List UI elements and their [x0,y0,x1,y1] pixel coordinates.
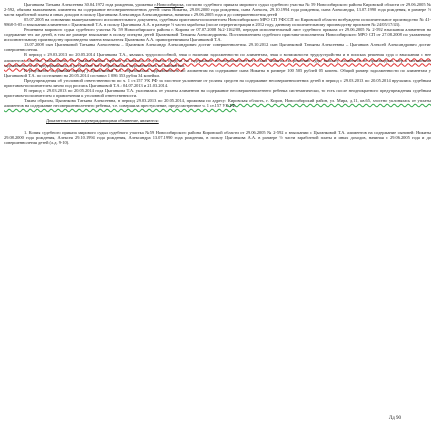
paragraph-text: В период с 29.03.2013 по 20.05.2014 Цыганкова Т.А., являясь трудоспособной, зная о наличии задолженности по алиментам, зная о возможности трудоустройства и в поисках решения суда о взыскании с нее алиментов, злостно, умышленно, без уважительных причин уклонялась от уплаты средств на содержание несовершеннолетнего сына Никиты по решению суда, выплату алиментов не производила, мер к погашению задолженности не предпринимала, в результате чего образовалась задолженность по алиментам. [4,52,431,68]
paragraph-p2 [4,17,431,27]
paragraph-text: В период с 29.03.2013 по 20.05.2014 года Цыганкова Т.А. уклонилась от уплаты алиментов на содержание несовершеннолетнего ребенка систематически, то есть после неоднократного предупреждения судебным приставом-исполнителем о привлечении к уголовной ответственности. [4,87,431,98]
evidence-list [4,130,431,145]
paragraph-text: Решением мирового судьи судебного участка № 59 Новосибирского района г. Кирова от 07.07.2008 №2-1162/08, передан исполнительный лист судебного приказа от 29.06.2005 № 2-592 взыскания алиментов на содержание тех же детей, в том же размере взыскание в пользу опекуна детей Цыганковой Татьяны Александровны. Постановлением судебного пристава-исполнителя Новосибирского МРО СП от 27.08.2008 по указанному исполнительному производству произведена замена взыскателя Цыганкова А.А. правопреемником Цыганковой Т.А. [4,27,431,43]
paragraph-text: г.Новосибирска [154,2,184,7]
paragraph-text: Цыганкова Татьяна Алексеевна 30.04.1972 года рождения, уроженка [24,2,155,7]
paragraph-p9 [4,98,431,108]
paragraph-text: Кировская область, г. Киров, Новосибирский район, ул. Мира, д.11, кв.65, злостно уклонялась от уплаты алиментов на содержание несовершеннолетнего ребенка, т.е. совершила преступление, предусмотренное ч. 1 ст.157 УК РФ. [4,97,431,108]
sheet-number: Лд 90 [388,416,401,421]
paragraph-p4 [4,42,431,52]
paragraph-p6 [4,68,431,78]
paragraph-p7 [4,78,431,88]
paragraph-text: 05.07.2005 на основании вышеуказанного исполнительного документа, судебным приставом-исполнителем Новосибирского МРО СП УФССП по Кировской области возбуждено исполнительное производство № 41-9868-5-05 о взыскании алиментов с Цыганковой Т.А. в пользу Цыганкова А.А. в размере ½ части заработка (после перерегистрации в 2012 году, данному исполнительному производству присвоен № 24/05/17/43). [4,17,431,28]
paragraph-text: Предупреждения об уголовной ответственности по ч. 1 ст.157 УК РФ за злостное уклонение от уплаты средств на содержание несовершеннолетних детей в период с 29.03.2013 по 20.05.2014 вручались судебным приставом-исполнителем лично под роспись Цыганковой Т.А.: 04.07.2013 и 21.03.2014. [4,77,431,88]
paragraph-text: Таким образом, Цыганкова Татьяна Алексеевна, в период 29.03.2013 по 20.05.2014, проживая по адресу: [24,97,228,103]
evidence-heading: Доказательствами подтверждающими обвинение, являются: [46,117,159,123]
paragraph-p3 [4,27,431,42]
paragraph-text: , согласно судебного приказа мирового судьи судебного участка № 59 Новосибирского района Кировской области от 29.06.2005 № 2-592, обязана выплачивать алименты на содержание несовершеннолетних детей: сына Никиты, 29.08.2000 года рождения, сына Алексея, 29.10.1994 года рождения, сына Александра, 13.07.1990 года рождения, в размере ½ части заработной платы и иных доходов в пользу Цыганкова Александра Александровича, начиная с 29.06.2005 года и до совершеннолетия детей [4,2,431,18]
evidence-item-e1: 1. Копия судебного приказа мирового судьи судебного участка №59 Новосибирского района Кировской области от 29.06.2005 № 2-592 о взыскании с Цыганковой Т.А. алиментов на содержание сыновей: Никиты 29.08.2000 года рождения, Алексея 29.10.1994 года рождения, Александра 13.07.1990 года рождения, в пользу Цыганкова А.А. в размере ½ части заработной платы и иных доходов, начиная с 29.06.2005 года и до совершеннолетия детей (л.д. 9-10). [4,130,431,146]
paragraph-p8 [4,88,431,98]
indictment-body [4,2,431,108]
paragraph-p1 [4,2,431,17]
paragraph-p5 [4,52,431,67]
paragraph-text: В результате за данный период у Цыганковой Т.А. образовалась задолженность по алиментам на содержание сына Никиты в размере 100 505 рублей 05 копеек. Общий размер задолженности по алиментам у Цыганковой Т.А. по состоянию на 20.05.2014 составил 1 086 353 рубля 34 копейки. [4,67,431,78]
paragraph-text: 13.07.2008 сын Цыганковой Татьяны Алексеевны – Цыганков Александр Александрович достиг совершеннолетия. 29.10.2012 сын Цыганковой Татьяны Алексеевны – Цыганков Алексей Александрович достиг совершеннолетия. [4,42,431,53]
spacer [4,108,431,111]
